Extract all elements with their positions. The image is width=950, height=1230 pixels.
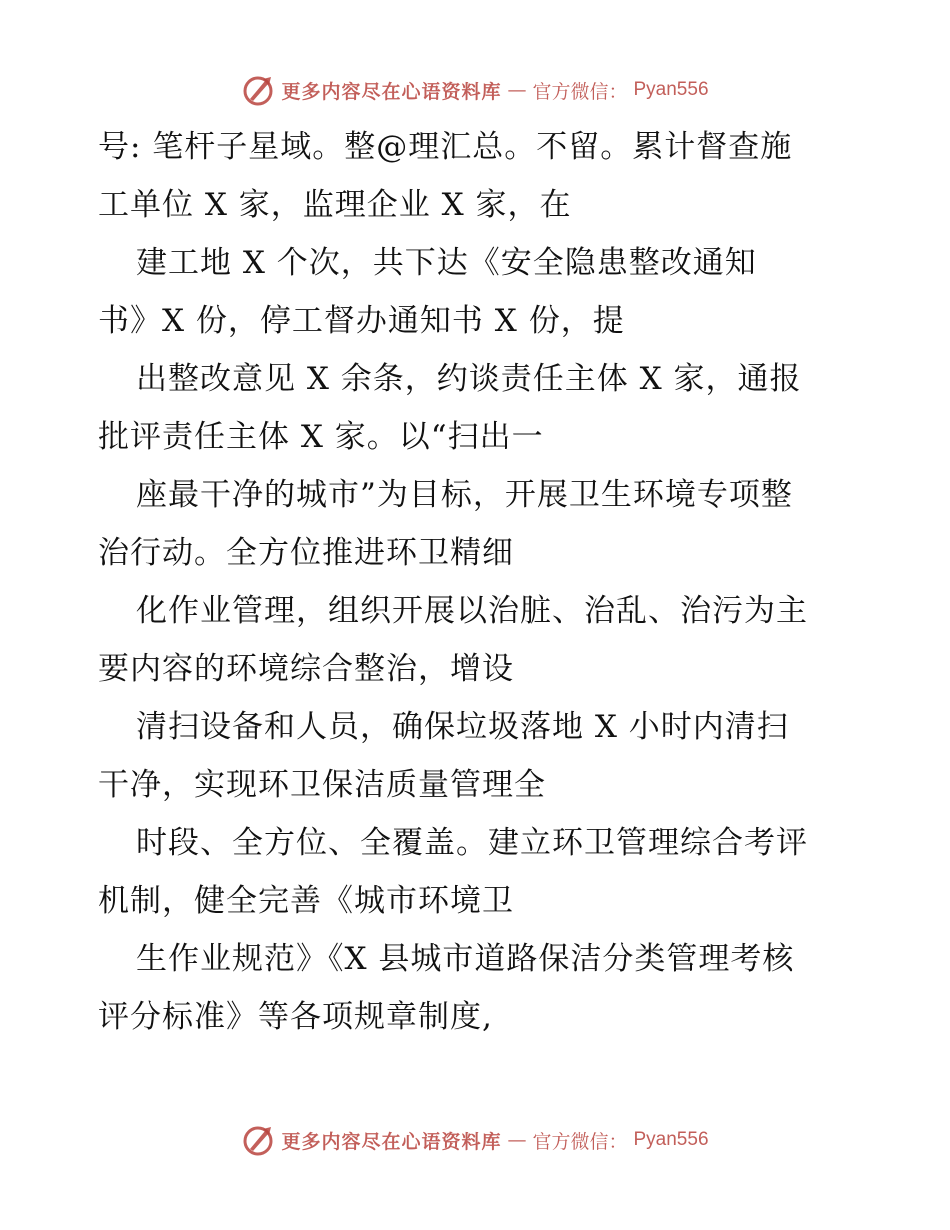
banner-slogan: 更多内容尽在心语资料库	[281, 1130, 502, 1153]
header-banner	[0, 70, 950, 110]
body-line: 评分标准》等各项规章制度,	[98, 999, 493, 1035]
banner-wechat-id: Pyan556	[633, 79, 709, 100]
quill-logo-icon	[241, 73, 275, 107]
body-line: 批评责任主体 X 家。以“扫出一	[98, 419, 544, 455]
body-line: 清扫设备和人员，确保垃圾落地 X 小时内清扫	[136, 709, 789, 745]
body-line: 出整改意见 X 余条，约谈责任主体 X 家，通报	[136, 361, 802, 397]
body-line: 要内容的环境综合整治，增设	[98, 651, 514, 687]
banner-wechat-label: 官方微信：	[532, 1130, 628, 1153]
body-line: 座最干净的城市”为目标，开展卫生环境专项整	[136, 477, 793, 513]
body-line: 干净，实现环卫保洁质量管理全	[98, 767, 546, 803]
body-line: 化作业管理，组织开展以治脏、治乱、治污为主	[136, 593, 808, 629]
banner-slogan: 更多内容尽在心语资料库	[281, 80, 502, 103]
body-line: 机制，健全完善《城市环境卫	[98, 883, 514, 919]
banner-dash: —	[507, 1129, 527, 1151]
footer-banner	[0, 1120, 950, 1160]
body-line: 工单位 X 家，监理企业 X 家，在	[98, 187, 572, 223]
banner-wechat-label: 官方微信：	[532, 80, 628, 103]
document-body	[98, 118, 868, 1046]
banner-dash: —	[507, 79, 527, 101]
body-line: 号: 笔杆子星域。整@理汇总。不留。累计督查施	[98, 129, 793, 165]
body-line: 生作业规范》《X 县城市道路保洁分类管理考核	[136, 941, 795, 977]
quill-logo-icon	[241, 1123, 275, 1157]
body-line: 书》X 份，停工督办通知书 X 份，提	[98, 303, 625, 339]
banner-wechat-id: Pyan556	[633, 1129, 709, 1150]
body-line: 治行动。全方位推进环卫精细	[98, 535, 514, 571]
body-line: 建工地 X 个次，共下达《安全隐患整改通知	[136, 245, 757, 281]
body-line: 时段、全方位、全覆盖。建立环卫管理综合考评	[136, 825, 808, 861]
